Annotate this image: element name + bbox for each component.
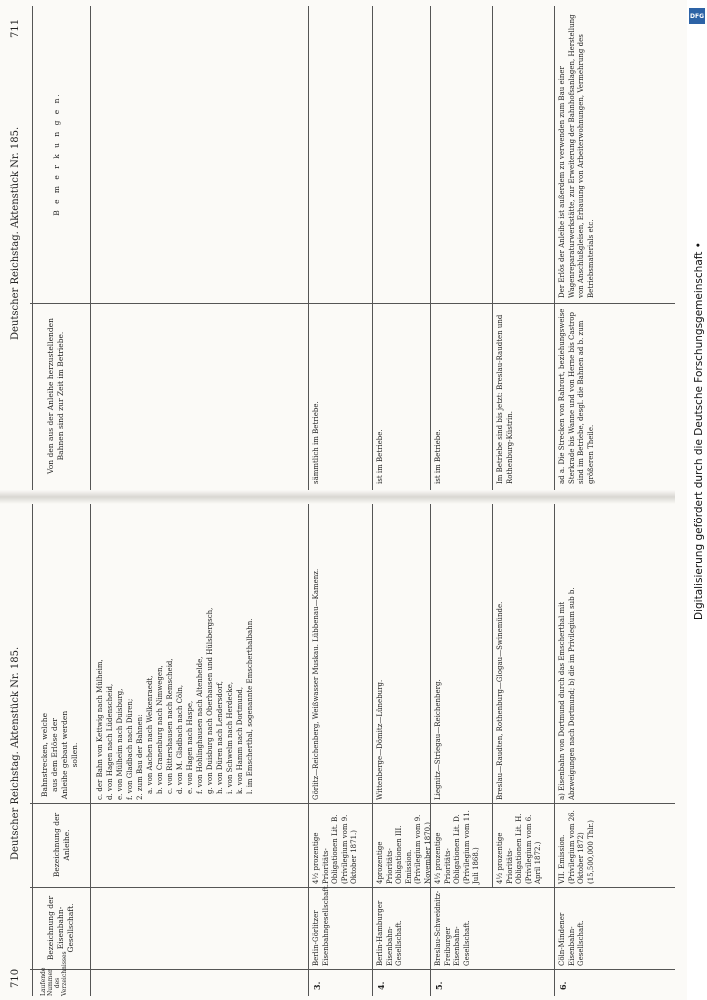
col-header-nr: Laufende Nummer des Verzeichnisses [40, 951, 68, 996]
row-rule [372, 6, 373, 490]
row-rule [492, 6, 493, 490]
company-cell: Berlin-Görlitzer Eisenbahngesellschaft. [312, 884, 330, 966]
page-header: Deutscher Reichstag. Aktenstück Nr. 185. [10, 646, 21, 860]
row-rule [308, 6, 309, 490]
col-header-routes: Bahnstrecken, welche aus dem Erlöse der Anleihe gebaut werden sollen. [40, 710, 79, 800]
routes-cell: Liegnitz—Striegau—Reichenberg. [434, 679, 442, 800]
page-number: 710 [10, 968, 21, 988]
row-number: 4. [376, 981, 386, 990]
list-item: g. von Duisburg nach Oberhausen und Hülsbergsch, [206, 607, 214, 794]
company-cell: Breslau-Schweidnitz-Freiburger Eisenbahn-Gesellschaft. [434, 890, 471, 966]
remarks-cell: Der Erlös der Anleihe ist außerdem zu verwenden zum Bau einer Wagenreparaturwerkstätte, zur Erweiterung der Bahnhofsanlagen, Herstellung von Anschlußgleisen, Erbauung von Arbeiterwohnungen, Vermehrung des Betriebsmaterials etc. [558, 14, 595, 298]
list-item: l. im Emscherthal, sogenannte Emscherthalbahn. [246, 618, 254, 794]
status-cell: sämmtlich im Betriebe. [312, 401, 320, 484]
header-rule [90, 504, 91, 996]
status-cell: Im Betriebe sind bis jetzt: Breslau-Raudten und Rothenburg-Küstrin. [496, 314, 514, 484]
status-cell: ist im Betriebe. [376, 429, 384, 484]
col-rule [30, 803, 675, 804]
col-rule [30, 303, 675, 304]
col-header-status: Von den aus der Anleihe herzustellenden Bahnen sind zur Zeit im Betriebe. [46, 318, 65, 474]
loan-cell: 4prozentige Prioritäts-Obligationen III. Emission. (Privilegium vom 9. November 1870.) [376, 814, 432, 884]
row-rule [492, 504, 493, 888]
col-header-company: Bezeichnung der Eisenbahn-Gesellschaft. [46, 895, 75, 961]
routes-cell: a) Eisenbahn von Dortmund durch das Emscherthal mit Abzweigungen nach Dortmund; b) die im Privilegium sub b. [558, 587, 576, 800]
page-number: 711 [10, 18, 21, 38]
row-rule [554, 504, 555, 996]
list-item: b. von Cranenburg nach Nimwegen, [156, 665, 164, 794]
list-item: c. von Rittershausen nach Remscheid, [166, 658, 174, 794]
row-rule [430, 504, 431, 996]
routes-cell: Breslau—Raudten, Rothenburg—Glogau—Swinemünde. [496, 601, 504, 800]
list-item: e. von Mülheim nach Duisburg, [116, 688, 124, 800]
left-page [0, 504, 675, 1000]
table-top-rule [32, 6, 33, 490]
loan-cell: 4½ prozentige Prioritäts-Obligationen Lit. H. (Privilegium vom 6. April 1872.) [496, 813, 543, 884]
list-item: e. von Hagen nach Haspe, [186, 700, 194, 794]
list-item: k. von Hamm nach Dortmund, [236, 686, 244, 794]
list-item: h. von Düren nach Lendersdorf, [216, 680, 224, 794]
col-rule [30, 969, 675, 970]
row-rule [372, 504, 373, 996]
status-cell: ad a. Die Strecken von Rahrort, beziehungsweise Sterkrade bis Wanne und von Herne bis Castrop sind im Betriebe, desgl. die Bahnen ad b. zum größeren Theile. [558, 308, 595, 484]
list-item: i. von Schwelm nach Herdecke, [226, 681, 234, 794]
loan-cell: 4½ prozentige Prioritäts-Obligationen Lit. B. (Privilegium vom 9. Oktober 1871.) [312, 814, 359, 884]
row-rule [308, 504, 309, 996]
list-item: d. von M. Gladbach nach Cöln, [176, 684, 184, 794]
row-rule [554, 6, 555, 490]
col-rule [30, 887, 675, 888]
credit-line: Digitalisierung gefördert durch die Deutsche Forschungsgemeinschaft • [693, 242, 705, 620]
page-header: Deutscher Reichstag. Aktenstück Nr. 185. [10, 126, 21, 340]
col-header-loan: Bezeichnung der Anleihe. [52, 812, 71, 878]
header-rule [90, 6, 91, 490]
list-item: 2. zum Bau der Bahnen: [136, 714, 144, 800]
row-number: 5. [434, 981, 444, 990]
list-item: f. von Gladbach nach Düren; [126, 698, 134, 800]
list-item: c. der Bahn von Kettwig nach Mülheim, [96, 659, 104, 800]
loan-cell: VII. Emission. (Privilegium vom 26. Oktober 1872) (15,500,000 Thlr.) [558, 810, 595, 884]
dfg-logo: DFG [689, 8, 705, 24]
status-cell: ist im Betriebe. [434, 429, 442, 484]
row-number: 3. [312, 981, 322, 990]
loan-cell: 4½ prozentige Prioritäts-Obligationen Lit. D. (Privilegium vom 11. Juli 1868.) [434, 810, 481, 884]
col-header-remarks: B e m e r k u n g e n. [52, 92, 61, 216]
routes-cell: Görlitz—Reichenberg, Weißwasser Muskau. Lübbenau—Kamenz. [312, 568, 320, 800]
company-cell: Cöln-Mindener Eisenbahn-Gesellschaft. [558, 912, 586, 966]
list-item: f. von Hohlinghausen nach Altenhelde, [196, 656, 204, 794]
right-page [0, 0, 675, 490]
book-gutter [0, 490, 675, 504]
row-rule [430, 6, 431, 490]
company-cell: Berlin-Hamburger Eisenbahn-Gesellschaft. [376, 900, 404, 966]
list-item: d. von Hagen nach Lüdenscheid, [106, 683, 114, 800]
routes-cell: Wittenberge—Dömitz—Lüneburg. [376, 679, 384, 800]
list-item: a. von Aachen nach Welkenraedt, [146, 675, 154, 794]
row-number: 6. [558, 981, 568, 990]
table-top-rule [32, 504, 33, 996]
